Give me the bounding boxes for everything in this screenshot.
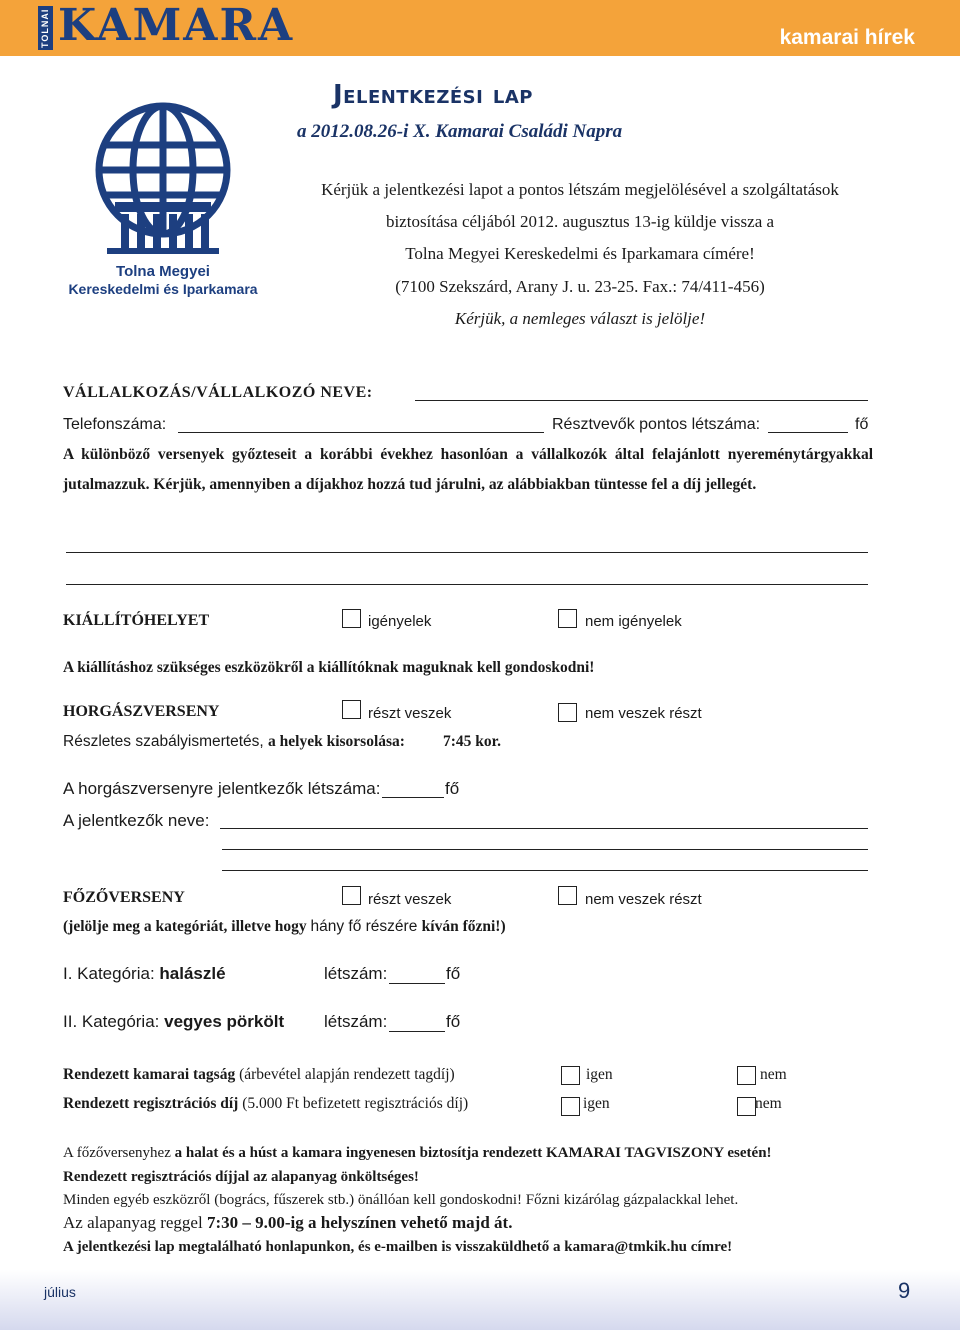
fishing-yes-checkbox[interactable] — [342, 700, 361, 719]
cooking-label: FŐZŐVERSENY — [63, 889, 185, 906]
intro-line-5: Kérjük, a nemleges választ is jelölje! — [454, 309, 706, 328]
fishing-names-field-3[interactable] — [222, 870, 868, 871]
registration-no-label: nem — [755, 1095, 782, 1112]
intro-line-2: biztosítása céljából 2012. augusztus 13-ig küldje vissza a — [385, 212, 775, 231]
exhibition-label: KIÁLLÍTÓHELYET — [63, 612, 210, 629]
fishing-rules — [63, 733, 405, 751]
globe-building-icon — [55, 90, 270, 300]
phone-field[interactable] — [178, 432, 544, 433]
fishing-no-label: nem veszek részt — [585, 705, 702, 722]
exhibition-note: A kiállításhoz szükséges eszközökről a kiállítóknak maguknak kell gondoskodni! — [63, 659, 595, 676]
membership-label: Rendezett kamarai tagság — [63, 1066, 240, 1083]
cooking-no-checkbox[interactable] — [558, 886, 577, 905]
cat2-name: vegyes pörkölt — [164, 1012, 285, 1031]
closing-1b: a halat és a húst a kamara ingyenesen biztosítja rendezett KAMARAI TAGVISZONY esetén! — [174, 1145, 772, 1161]
closing-line-2: Rendezett regisztrációs díjjal az alapanyag önköltséges! — [63, 1169, 419, 1185]
closing-4b: 7:30 – 9.00-ig a helyszínen vehető majd át. — [206, 1213, 513, 1232]
fishing-no-checkbox[interactable] — [558, 703, 577, 722]
fishing-names-field-2[interactable] — [222, 849, 868, 850]
closing-4a: Az alapanyag reggel — [63, 1213, 207, 1232]
fishing-rules-bold: a helyek kisorsolása: — [268, 733, 405, 750]
fishing-count-label: A horgászversenyre jelentkezők létszáma: — [63, 779, 381, 798]
participants-field[interactable] — [768, 432, 848, 433]
closing-line-3: Minden egyéb eszközről (bogrács, fűszerek stb.) önállóan kell gondoskodni! Főzni kizárólag gázpalackkal lehet. — [63, 1192, 739, 1208]
prize-text: A különböző versenyek győzteseit a korábbi évekhez hasonlóan a vállalkozók által felajánlott nyereménytárgyakkal jutalmazzuk. Kérjük, amennyiben a díjakhoz hozzá tud járulni, az alábbiakban tüntesse fel a díj jellegét. — [63, 446, 873, 493]
membership-row — [63, 1066, 455, 1084]
exhibition-no-checkbox[interactable] — [558, 609, 577, 628]
footer-month: július — [44, 1284, 76, 1300]
company-name-field[interactable] — [415, 400, 868, 401]
cat1-count-label: létszám: — [324, 964, 388, 983]
prize-field-1[interactable] — [66, 552, 868, 553]
participants-unit: fő — [855, 416, 869, 433]
closing-1a: A főzőversenyhez — [63, 1145, 175, 1161]
exhibition-no-label: nem igényelek — [585, 613, 682, 630]
membership-no-checkbox[interactable] — [737, 1066, 756, 1085]
exhibition-yes-checkbox[interactable] — [342, 609, 361, 628]
closing-line-1 — [63, 1145, 933, 1162]
closing-line-5: A jelentkezési lap megtalálható honlapunkon, és e-mailben is visszaküldhető a kamara@tmkik.hu címre! — [63, 1239, 733, 1255]
cooking-instructions — [63, 918, 506, 936]
chamber-logo — [55, 90, 270, 300]
registration-note: (5.000 Ft befizetett regisztrációs díj) — [242, 1095, 469, 1112]
fishing-names-field-1[interactable] — [220, 828, 868, 829]
closing-line-4 — [63, 1213, 512, 1233]
participants-label: Résztvevők pontos létszáma: — [552, 416, 761, 433]
intro-line-1: Kérjük a jelentkezési lapot a pontos létszám megjelölésével a szolgáltatások — [321, 180, 839, 199]
fishing-count-field[interactable] — [382, 797, 444, 798]
membership-no-label: nem — [760, 1066, 787, 1083]
cooking-no-label: nem veszek részt — [585, 891, 702, 908]
logo-line1: Tolna Megyei — [116, 263, 210, 280]
registration-yes-checkbox[interactable] — [561, 1097, 580, 1116]
cooking-yes-label: részt veszek — [368, 891, 452, 908]
membership-note: (árbevétel alapján rendezett tagdíj) — [239, 1066, 455, 1083]
cat1-name: halászlé — [159, 964, 226, 983]
prize-field-2[interactable] — [66, 584, 868, 585]
cat2-count-field[interactable] — [389, 1031, 445, 1032]
registration-row — [63, 1095, 468, 1113]
fishing-yes-label: részt veszek — [368, 705, 452, 722]
page-subtitle: a 2012.08.26-i X. Kamarai Családi Napra — [297, 121, 623, 142]
cat1-label: I. Kategória: — [63, 964, 160, 983]
cat1-count-unit: fő — [446, 964, 461, 983]
cooking-category-2 — [63, 1012, 284, 1032]
logo-line2: Kereskedelmi és Iparkamara — [68, 281, 258, 297]
registration-label: Rendezett regisztrációs díj — [63, 1095, 243, 1112]
membership-yes-checkbox[interactable] — [561, 1066, 580, 1085]
membership-yes-label: igen — [586, 1066, 613, 1083]
cat2-label: II. Kategória: — [63, 1012, 165, 1031]
fishing-rules-text: Részletes szabályismertetés, — [63, 733, 269, 750]
brand-name: KAMARA — [58, 0, 295, 51]
registration-no-checkbox[interactable] — [737, 1097, 756, 1116]
phone-label: Telefonszáma: — [63, 416, 167, 433]
fishing-count-unit: fő — [445, 779, 460, 798]
cat1-count-field[interactable] — [389, 983, 445, 984]
fishing-names-label: A jelentkezők neve: — [63, 811, 210, 830]
section-title: kamarai hírek — [779, 26, 915, 49]
page-number: 9 — [898, 1278, 911, 1303]
intro-line-3: Tolna Megyei Kereskedelmi és Iparkamara címére! — [405, 244, 755, 263]
company-label: VÁLLALKOZÁS/VÁLLALKOZÓ NEVE: — [63, 384, 373, 401]
fishing-time: 7:45 kor. — [443, 733, 501, 750]
cooking-instr-c: kíván főzni!) — [421, 918, 506, 935]
cat2-count-label: létszám: — [324, 1012, 388, 1031]
cooking-instr-b: hány fő részére — [310, 918, 422, 935]
brand-tag: TOLNAI — [38, 6, 53, 50]
intro-line-4: (7100 Szekszárd, Arany J. u. 23-25. Fax.: 74/411-456) — [395, 277, 765, 296]
footer-bar — [0, 1270, 960, 1330]
registration-yes-label: igen — [583, 1095, 610, 1112]
page-title: Jelentkezési lap — [333, 80, 533, 110]
cooking-yes-checkbox[interactable] — [342, 886, 361, 905]
fishing-label: HORGÁSZVERSENY — [63, 703, 220, 720]
cooking-category-1 — [63, 964, 226, 984]
cooking-instr-a: (jelölje meg a kategóriát, illetve hogy — [63, 918, 311, 935]
exhibition-yes-label: igényelek — [368, 613, 432, 630]
cat2-count-unit: fő — [446, 1012, 461, 1031]
